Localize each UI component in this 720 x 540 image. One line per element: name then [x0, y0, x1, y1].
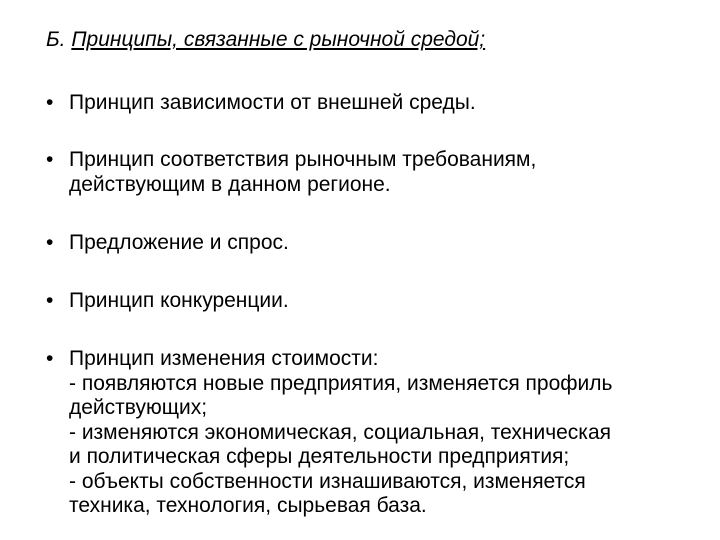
bullet-dot: •: [46, 148, 54, 171]
bullet-item-4: [46, 289, 289, 314]
bullet-item-2: [46, 148, 536, 197]
bullet-item-5: [46, 347, 612, 519]
bullet-text: Принцип изменения стоимости: - появляются новые предприятия, изменяется профиль действующих; - изменяются экономическая, социальная, техническая и политическая сферы деятельности предприятия; - объекты собственности изнашиваются, изменяется техника, технология, сырьевая база.: [69, 347, 613, 517]
bullet-text: Принцип конкуренции.: [69, 289, 289, 312]
bullet-dot: •: [46, 231, 54, 254]
heading-prefix: Б.: [46, 28, 72, 51]
bullet-text: Принцип соответствия рыночным требованиям, действующим в данном регионе.: [69, 148, 537, 196]
bullet-dot: •: [46, 91, 54, 114]
bullet-text: Принцип зависимости от внешней среды.: [69, 91, 476, 114]
bullet-text: Предложение и спрос.: [69, 231, 289, 254]
bullet-item-1: [46, 91, 476, 116]
bullet-item-3: [46, 231, 289, 256]
slide-heading: [46, 26, 485, 54]
heading-title: Принципы, связанные с рыночной средой;: [71, 28, 486, 51]
bullet-dot: •: [46, 347, 54, 370]
bullet-dot: •: [46, 289, 54, 312]
